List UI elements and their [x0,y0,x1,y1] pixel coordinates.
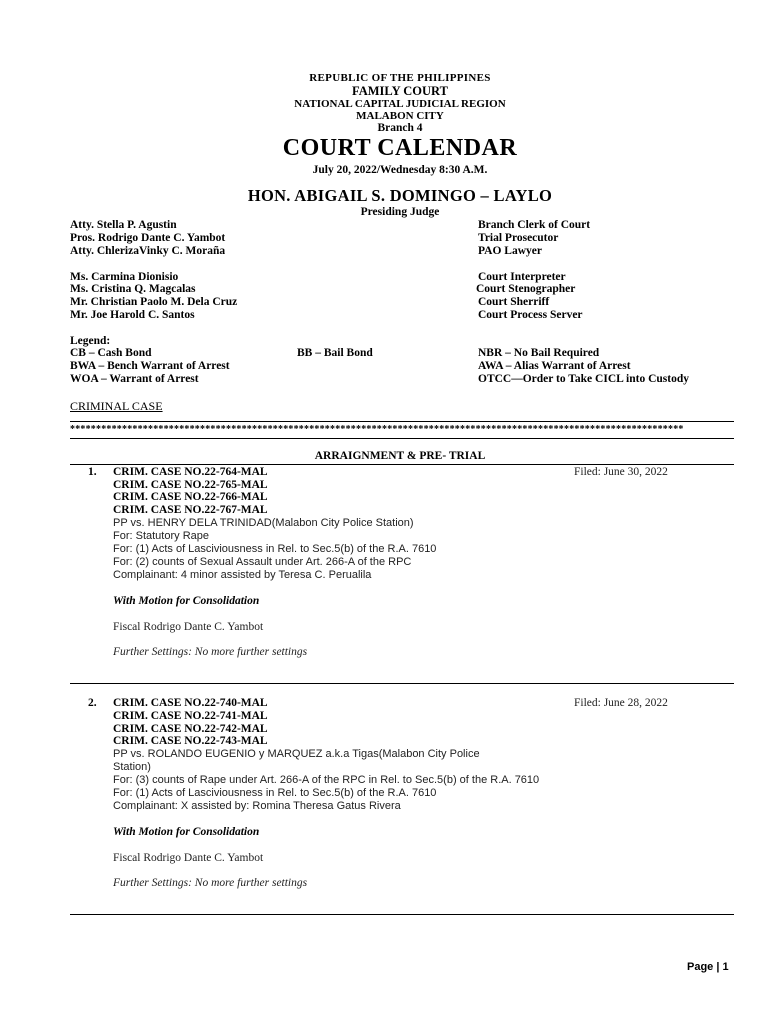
case-no: CRIM. CASE NO.22-743-MAL [113,735,268,747]
staff-name: Atty. ChlerizaVinky C. Moraña [70,245,226,257]
section-heading-arraignment: ARRAIGNMENT & PRE- TRIAL [314,450,486,462]
staff-name: Mr. Christian Paolo M. Dela Cruz [70,296,238,308]
staff-role: Trial Prosecutor [478,232,559,244]
case-no: CRIM. CASE NO.22-766-MAL [113,491,268,503]
motion-note: With Motion for Consolidation [113,826,260,838]
case-no: CRIM. CASE NO.22-764-MAL [113,466,268,478]
staff-role: Court Stenographer [476,283,576,295]
legend-title: Legend: [70,335,111,347]
filed-date: Filed: June 28, 2022 [574,697,668,709]
staff-role: Branch Clerk of Court [478,219,591,231]
legend-item: OTCC—Order to Take CICL into Custody [478,373,689,385]
legend-item: NBR – No Bail Required [478,347,600,359]
further-settings: Further Settings: No more further settings [113,877,308,889]
case-no: CRIM. CASE NO.22-740-MAL [113,697,268,709]
case-detail: For: (3) counts of Rape under Art. 266-A of the RPC in Rel. to Sec.5(b) of the R.A. 7610 [113,774,540,786]
fiscal-name: Fiscal Rodrigo Dante C. Yambot [113,852,264,864]
divider [70,438,734,439]
star-divider: ********************************************************************************************************************** [70,424,684,435]
section-heading-criminal: CRIMINAL CASE [70,399,163,413]
city-heading: MALABON CITY [356,110,444,122]
staff-name: Mr. Joe Harold C. Santos [70,309,195,321]
court-heading: FAMILY COURT [352,84,448,98]
case-detail: For: Statutory Rape [113,530,209,542]
case-no: CRIM. CASE NO.22-741-MAL [113,710,268,722]
page-title: COURT CALENDAR [282,135,518,161]
divider [70,464,734,465]
case-detail: Complainant: 4 minor assisted by Teresa C. Perualila [113,569,372,581]
calendar-date: July 20, 2022/Wednesday 8:30 A.M. [312,164,488,176]
divider [70,914,734,915]
case-no: CRIM. CASE NO.22-742-MAL [113,723,268,735]
case-number: 2. [88,697,97,709]
legend-item: BB – Bail Bond [297,347,373,359]
legend-item: CB – Cash Bond [70,347,152,359]
staff-role: PAO Lawyer [478,245,542,257]
divider [70,421,734,422]
staff-name: Ms. Cristina Q. Magcalas [70,283,196,295]
judge-name: HON. ABIGAIL S. DOMINGO – LAYLO [247,186,553,205]
motion-note: With Motion for Consolidation [113,595,260,607]
judge-role: Presiding Judge [360,206,440,218]
further-settings: Further Settings: No more further settings [113,646,308,658]
case-detail: PP vs. HENRY DELA TRINIDAD(Malabon City Police Station) [113,517,414,529]
case-number: 1. [88,466,97,478]
case-detail: For: (2) counts of Sexual Assault under Art. 266-A of the RPC [113,556,412,568]
case-detail: For: (1) Acts of Lasciviousness in Rel. to Sec.5(b) of the R.A. 7610 [113,787,437,799]
case-detail: Complainant: X assisted by: Romina Theresa Gatus Rivera [113,800,401,812]
legend-item: BWA – Bench Warrant of Arrest [70,360,230,372]
staff-role: Court Process Server [478,309,583,321]
divider [70,683,734,684]
legend-item: WOA – Warrant of Arrest [70,373,199,385]
legend-item: AWA – Alias Warrant of Arrest [478,360,631,372]
region-heading: NATIONAL CAPITAL JUDICIAL REGION [294,98,506,110]
branch-heading: Branch 4 [377,122,423,134]
filed-date: Filed: June 30, 2022 [574,466,668,478]
staff-name: Pros. Rodrigo Dante C. Yambot [70,232,226,244]
staff-role: Court Sherriff [478,296,550,308]
fiscal-name: Fiscal Rodrigo Dante C. Yambot [113,621,264,633]
case-no: CRIM. CASE NO.22-765-MAL [113,479,268,491]
case-detail: For: (1) Acts of Lasciviousness in Rel. to Sec.5(b) of the R.A. 7610 [113,543,437,555]
staff-role: Court Interpreter [478,271,566,283]
case-detail: Station) [113,761,151,773]
page-number: Page | 1 [687,961,729,973]
case-detail: PP vs. ROLANDO EUGENIO y MARQUEZ a.k.a Tigas(Malabon City Police [113,748,480,760]
staff-name: Ms. Carmina Dionisio [70,271,179,283]
staff-name: Atty. Stella P. Agustin [70,219,177,231]
republic-heading: REPUBLIC OF THE PHILIPPINES [309,72,491,84]
case-no: CRIM. CASE NO.22-767-MAL [113,504,268,516]
